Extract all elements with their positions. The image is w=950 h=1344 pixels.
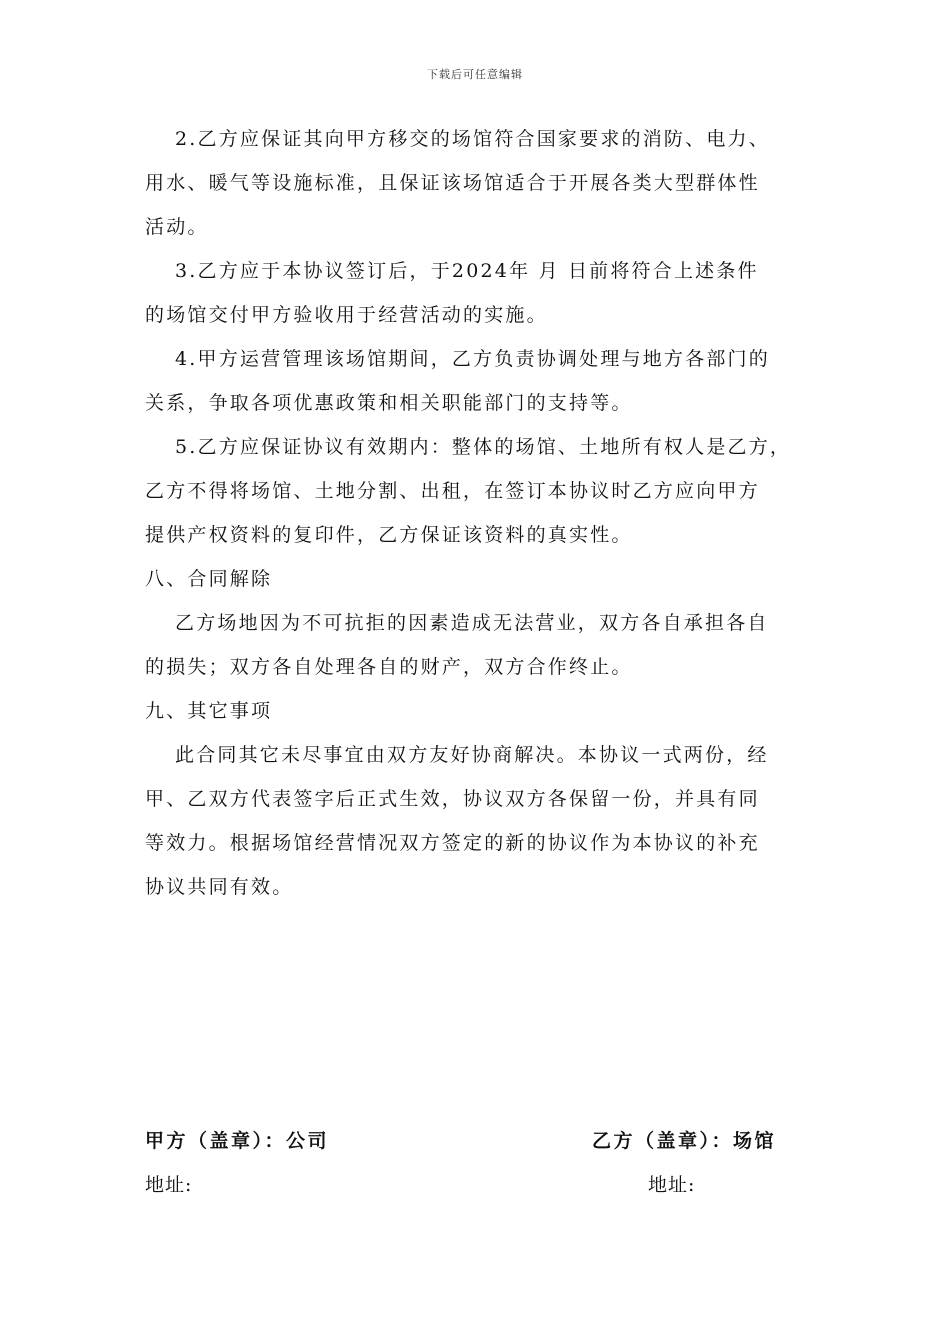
clause-2-line-1: 2.乙方应保证其向甲方移交的场馆符合国家要求的消防、电力、 — [175, 128, 770, 150]
clause-3-line-1: 3.乙方应于本协议签订后，于2024年 月 日前将符合上述条件 — [175, 260, 759, 282]
section-9-line-4: 协议共同有效。 — [145, 876, 294, 898]
clause-2-line-3: 活动。 — [145, 216, 209, 238]
clause-4-line-1: 4.甲方运营管理该场馆期间，乙方负责协调处理与地方各部门的 — [175, 348, 770, 370]
section-8-line-2: 的损失；双方各自处理各自的财产，双方合作终止。 — [145, 656, 633, 678]
section-8-heading: 八、合同解除 — [145, 568, 273, 590]
clause-5-line-3: 提供产权资料的复印件，乙方保证该资料的真实性。 — [145, 524, 633, 546]
party-b-address: 地址: — [648, 1174, 696, 1196]
clause-4-line-2: 关系，争取各项优惠政策和相关职能部门的支持等。 — [145, 392, 633, 414]
clause-2-line-2: 用水、暖气等设施标准，且保证该场馆适合于开展各类大型群体性 — [145, 172, 760, 194]
clause-5-line-2: 乙方不得将场馆、土地分割、出租，在签订本协议时乙方应向甲方 — [145, 480, 760, 502]
party-a-signature: 甲方（盖章）：公司 — [145, 1130, 330, 1152]
section-9-line-2: 甲、乙双方代表签字后正式生效，协议双方各保留一份，并具有同 — [145, 788, 760, 810]
section-9-line-1: 此合同其它未尽事宜由双方友好协商解决。本协议一式两份，经 — [175, 744, 769, 766]
section-9-heading: 九、其它事项 — [145, 700, 273, 722]
section-9-line-3: 等效力。根据场馆经营情况双方签定的新的协议作为本协议的补充 — [145, 832, 760, 854]
clause-5-line-1: 5.乙方应保证协议有效期内：整体的场馆、土地所有权人是乙方， — [175, 436, 792, 458]
section-8-line-1: 乙方场地因为不可抗拒的因素造成无法营业，双方各自承担各自 — [175, 612, 769, 634]
party-b-signature: 乙方（盖章）：场馆 — [592, 1130, 777, 1152]
party-a-address: 地址: — [145, 1174, 193, 1196]
clause-3-line-2: 的场馆交付甲方验收用于经营活动的实施。 — [145, 304, 548, 326]
header-note: 下载后可任意编辑 — [427, 68, 523, 81]
